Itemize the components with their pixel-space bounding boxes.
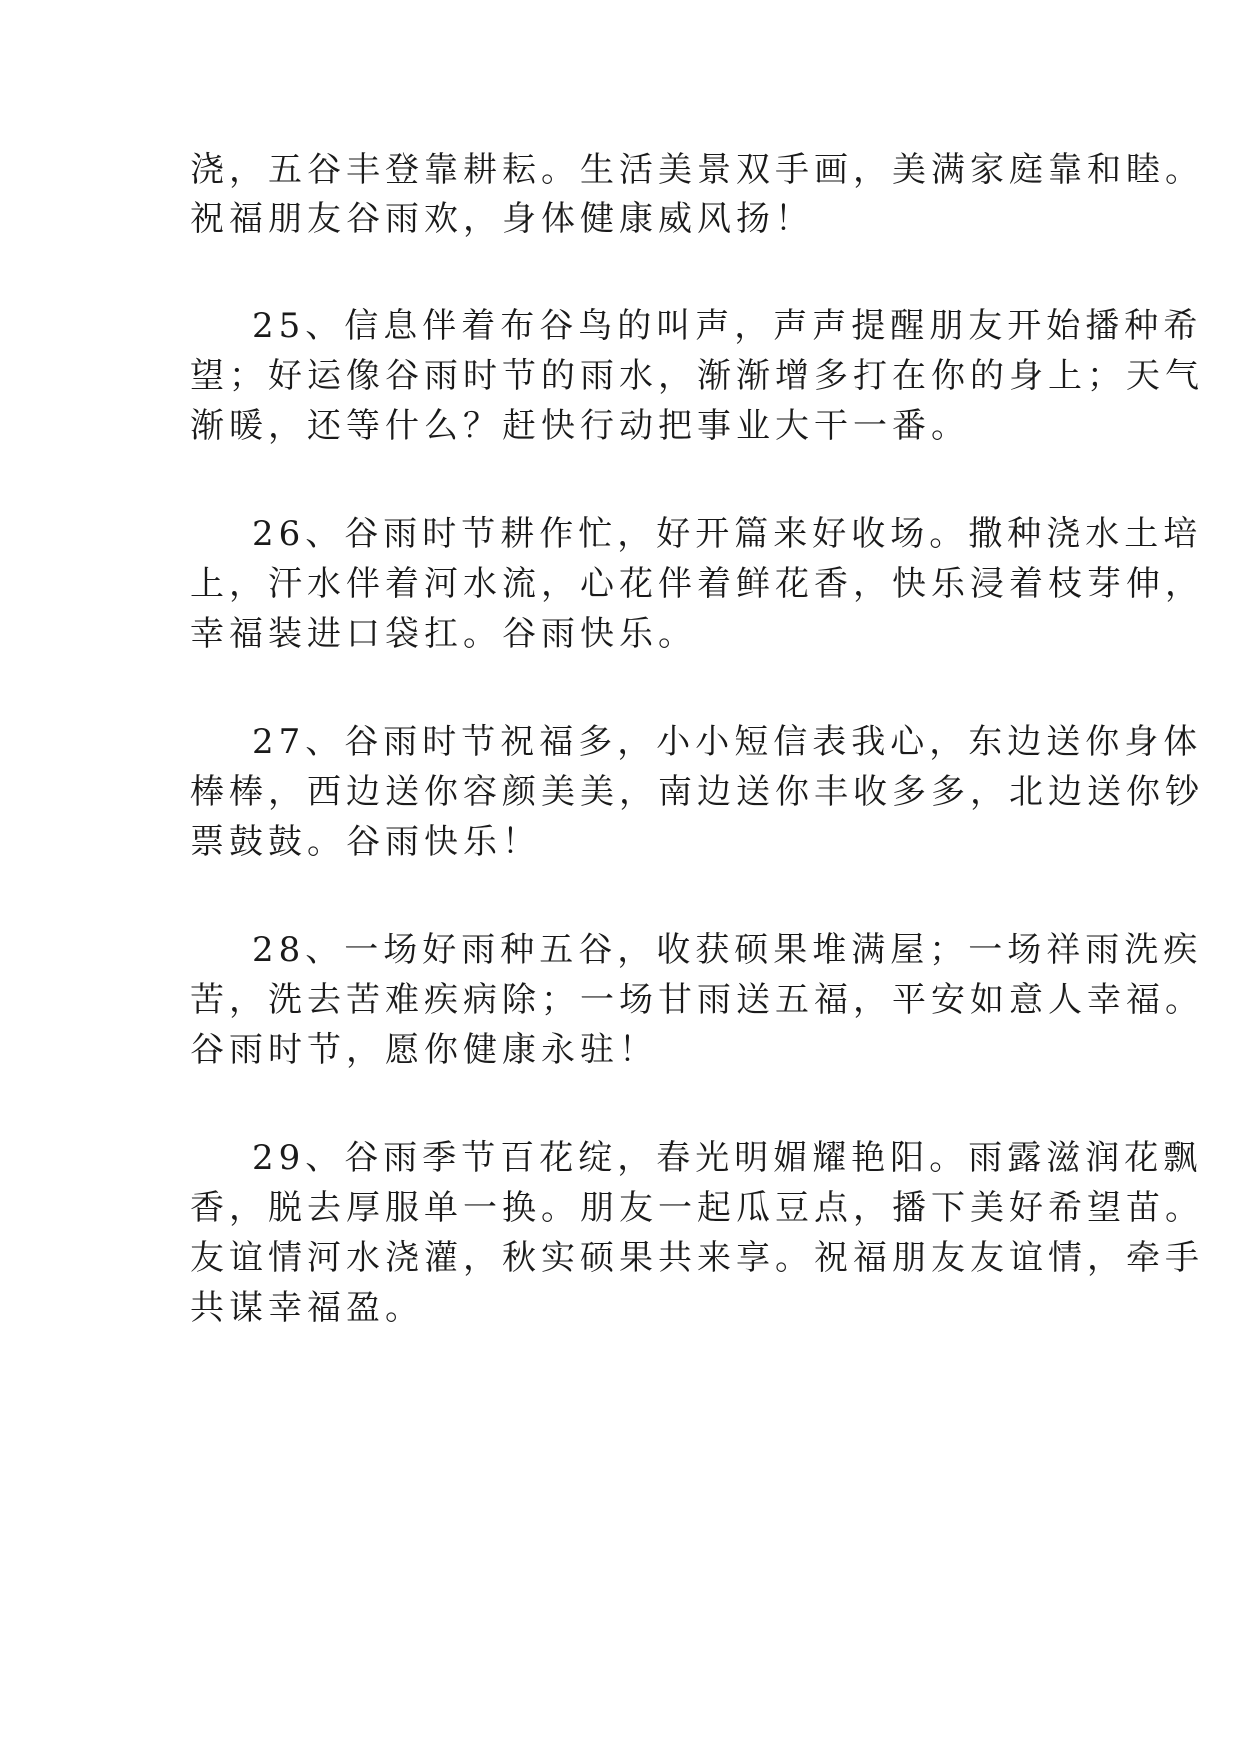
paragraph-line: 望；好运像谷雨时节的雨水，渐渐增多打在你的身上；天气 (190, 356, 1204, 396)
paragraph-line: 28、一场好雨种五谷，收获硕果堆满屋；一场祥雨洗疾 (252, 930, 1203, 970)
paragraph-line: 渐暖，还等什么？赶快行动把事业大干一番。 (190, 406, 970, 446)
paragraph-line: 共谋幸福盈。 (190, 1288, 424, 1328)
paragraph-line: 27、谷雨时节祝福多，小小短信表我心，东边送你身体 (252, 722, 1203, 762)
paragraph-line: 上，汗水伴着河水流，心花伴着鲜花香，快乐浸着枝芽伸， (190, 564, 1204, 604)
paragraph-line: 棒棒，西边送你容颜美美，南边送你丰收多多，北边送你钞 (190, 772, 1204, 812)
paragraph-line: 29、谷雨季节百花绽，春光明媚耀艳阳。雨露滋润花飘 (252, 1138, 1203, 1178)
paragraph-line: 友谊情河水浇灌，秋实硕果共来享。祝福朋友友谊情，牵手 (190, 1238, 1204, 1278)
paragraph-line: 谷雨时节，愿你健康永驻！ (190, 1030, 658, 1070)
paragraph-line: 浇，五谷丰登靠耕耘。生活美景双手画，美满家庭靠和睦。 (190, 150, 1204, 190)
paragraph-line: 幸福装进口袋扛。谷雨快乐。 (190, 614, 697, 654)
paragraph-line: 香，脱去厚服单一换。朋友一起瓜豆点，播下美好希望苗。 (190, 1188, 1204, 1228)
paragraph-line: 苦，洗去苦难疾病除；一场甘雨送五福，平安如意人幸福。 (190, 980, 1204, 1020)
paragraph-line: 祝福朋友谷雨欢，身体健康威风扬！ (190, 199, 814, 239)
paragraph-line: 25、信息伴着布谷鸟的叫声，声声提醒朋友开始播种希 (252, 306, 1203, 346)
paragraph-line: 26、谷雨时节耕作忙，好开篇来好收场。撒种浇水土培 (252, 514, 1203, 554)
paragraph-line: 票鼓鼓。谷雨快乐！ (190, 822, 541, 862)
